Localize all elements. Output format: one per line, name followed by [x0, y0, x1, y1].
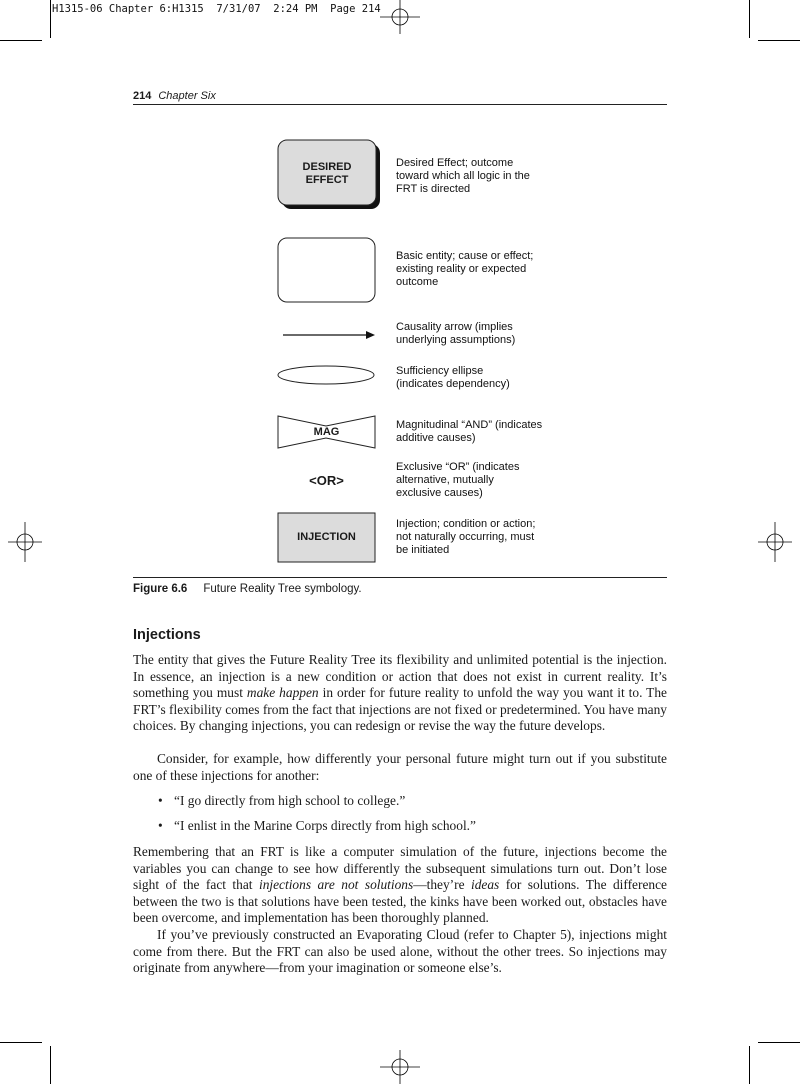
- injection-examples-list: [158, 793, 658, 842]
- figure-number: Figure 6.6: [133, 583, 188, 595]
- crop-mark: [50, 1046, 51, 1084]
- injection-label: INJECTION: [297, 531, 356, 543]
- registration-mark-icon: [380, 1050, 420, 1084]
- crop-mark: [0, 1042, 42, 1043]
- injection-description: Injection; condition or action; not naturally occurring, must be initiated: [396, 518, 536, 556]
- sufficiency-ellipse: [278, 366, 374, 384]
- list-item: • “I go directly from high school to college.”: [158, 793, 658, 810]
- crop-mark: [758, 1042, 800, 1043]
- chapter-title: Chapter Six: [158, 90, 216, 102]
- magnitudinal-and-description: Magnitudinal “AND” (indicates additive causes): [396, 419, 543, 444]
- figure-caption: [133, 583, 362, 595]
- desired-effect-description: Desired Effect; outcome toward which all logic in the FRT is directed: [396, 157, 530, 195]
- print-slug: H1315-06 Chapter 6:H1315 7/31/07 2:24 PM Page 214: [52, 3, 381, 15]
- causality-arrowhead-icon: [366, 331, 375, 339]
- sufficiency-ellipse-description: Sufficiency ellipse (indicates dependency): [396, 365, 510, 390]
- mag-label: MAG: [313, 426, 340, 438]
- paragraph: If you’ve previously constructed an Evaporating Cloud (refer to Chapter 5), injections might come from there. But the FRT can also be used alone, without the other trees. So injections may originate from anywhere—from your imagination or someone else’s.: [133, 927, 667, 976]
- page-number: 214: [133, 90, 152, 102]
- paragraph: Remembering that an FRT is like a computer simulation of the future, injections become the variables you can change to see how differently the subsequent simulations turn out. Don’t lose sight of the fact that injections are not solutions—they’re ideas for solutions. The difference between the two is that solutions have been tested, the kinks have been worked out, obstacles have been overcome, and implementation has been thoroughly planned.: [133, 844, 667, 926]
- list-item: • “I enlist in the Marine Corps directly from high school.”: [158, 818, 658, 835]
- figure-caption-text: Future Reality Tree symbology.: [203, 583, 362, 595]
- desired-effect-label: DESIRED EFFECT: [302, 161, 352, 186]
- exclusive-or-description: Exclusive “OR” (indicates alternative, mutually exclusive causes): [396, 461, 520, 499]
- crop-mark: [749, 1046, 750, 1084]
- causality-arrow-description: Causality arrow (implies underlying assumptions): [396, 321, 516, 346]
- basic-entity-description: Basic entity; cause or effect; existing reality or expected outcome: [396, 250, 534, 288]
- paragraph: The entity that gives the Future Reality Tree its flexibility and unlimited potential is the injection. In essence, an injection is a new condition or action that does not exist in current reality. It’s something you must make happen in order for future reality to unfold the way you want it to. The FRT’s flexibility comes from the fact that injections are not fixed or predetermined. You have many choices. By changing injections, you can redesign or revise the way the future develops.: [133, 652, 668, 734]
- exclusive-or-label: <OR>: [309, 473, 344, 488]
- paragraph: Consider, for example, how differently your personal future might turn out if you substitute one of these injections for another:: [133, 751, 667, 783]
- figure-rule: [133, 577, 667, 578]
- section-heading: Injections: [133, 627, 201, 643]
- basic-entity-box: [278, 238, 375, 302]
